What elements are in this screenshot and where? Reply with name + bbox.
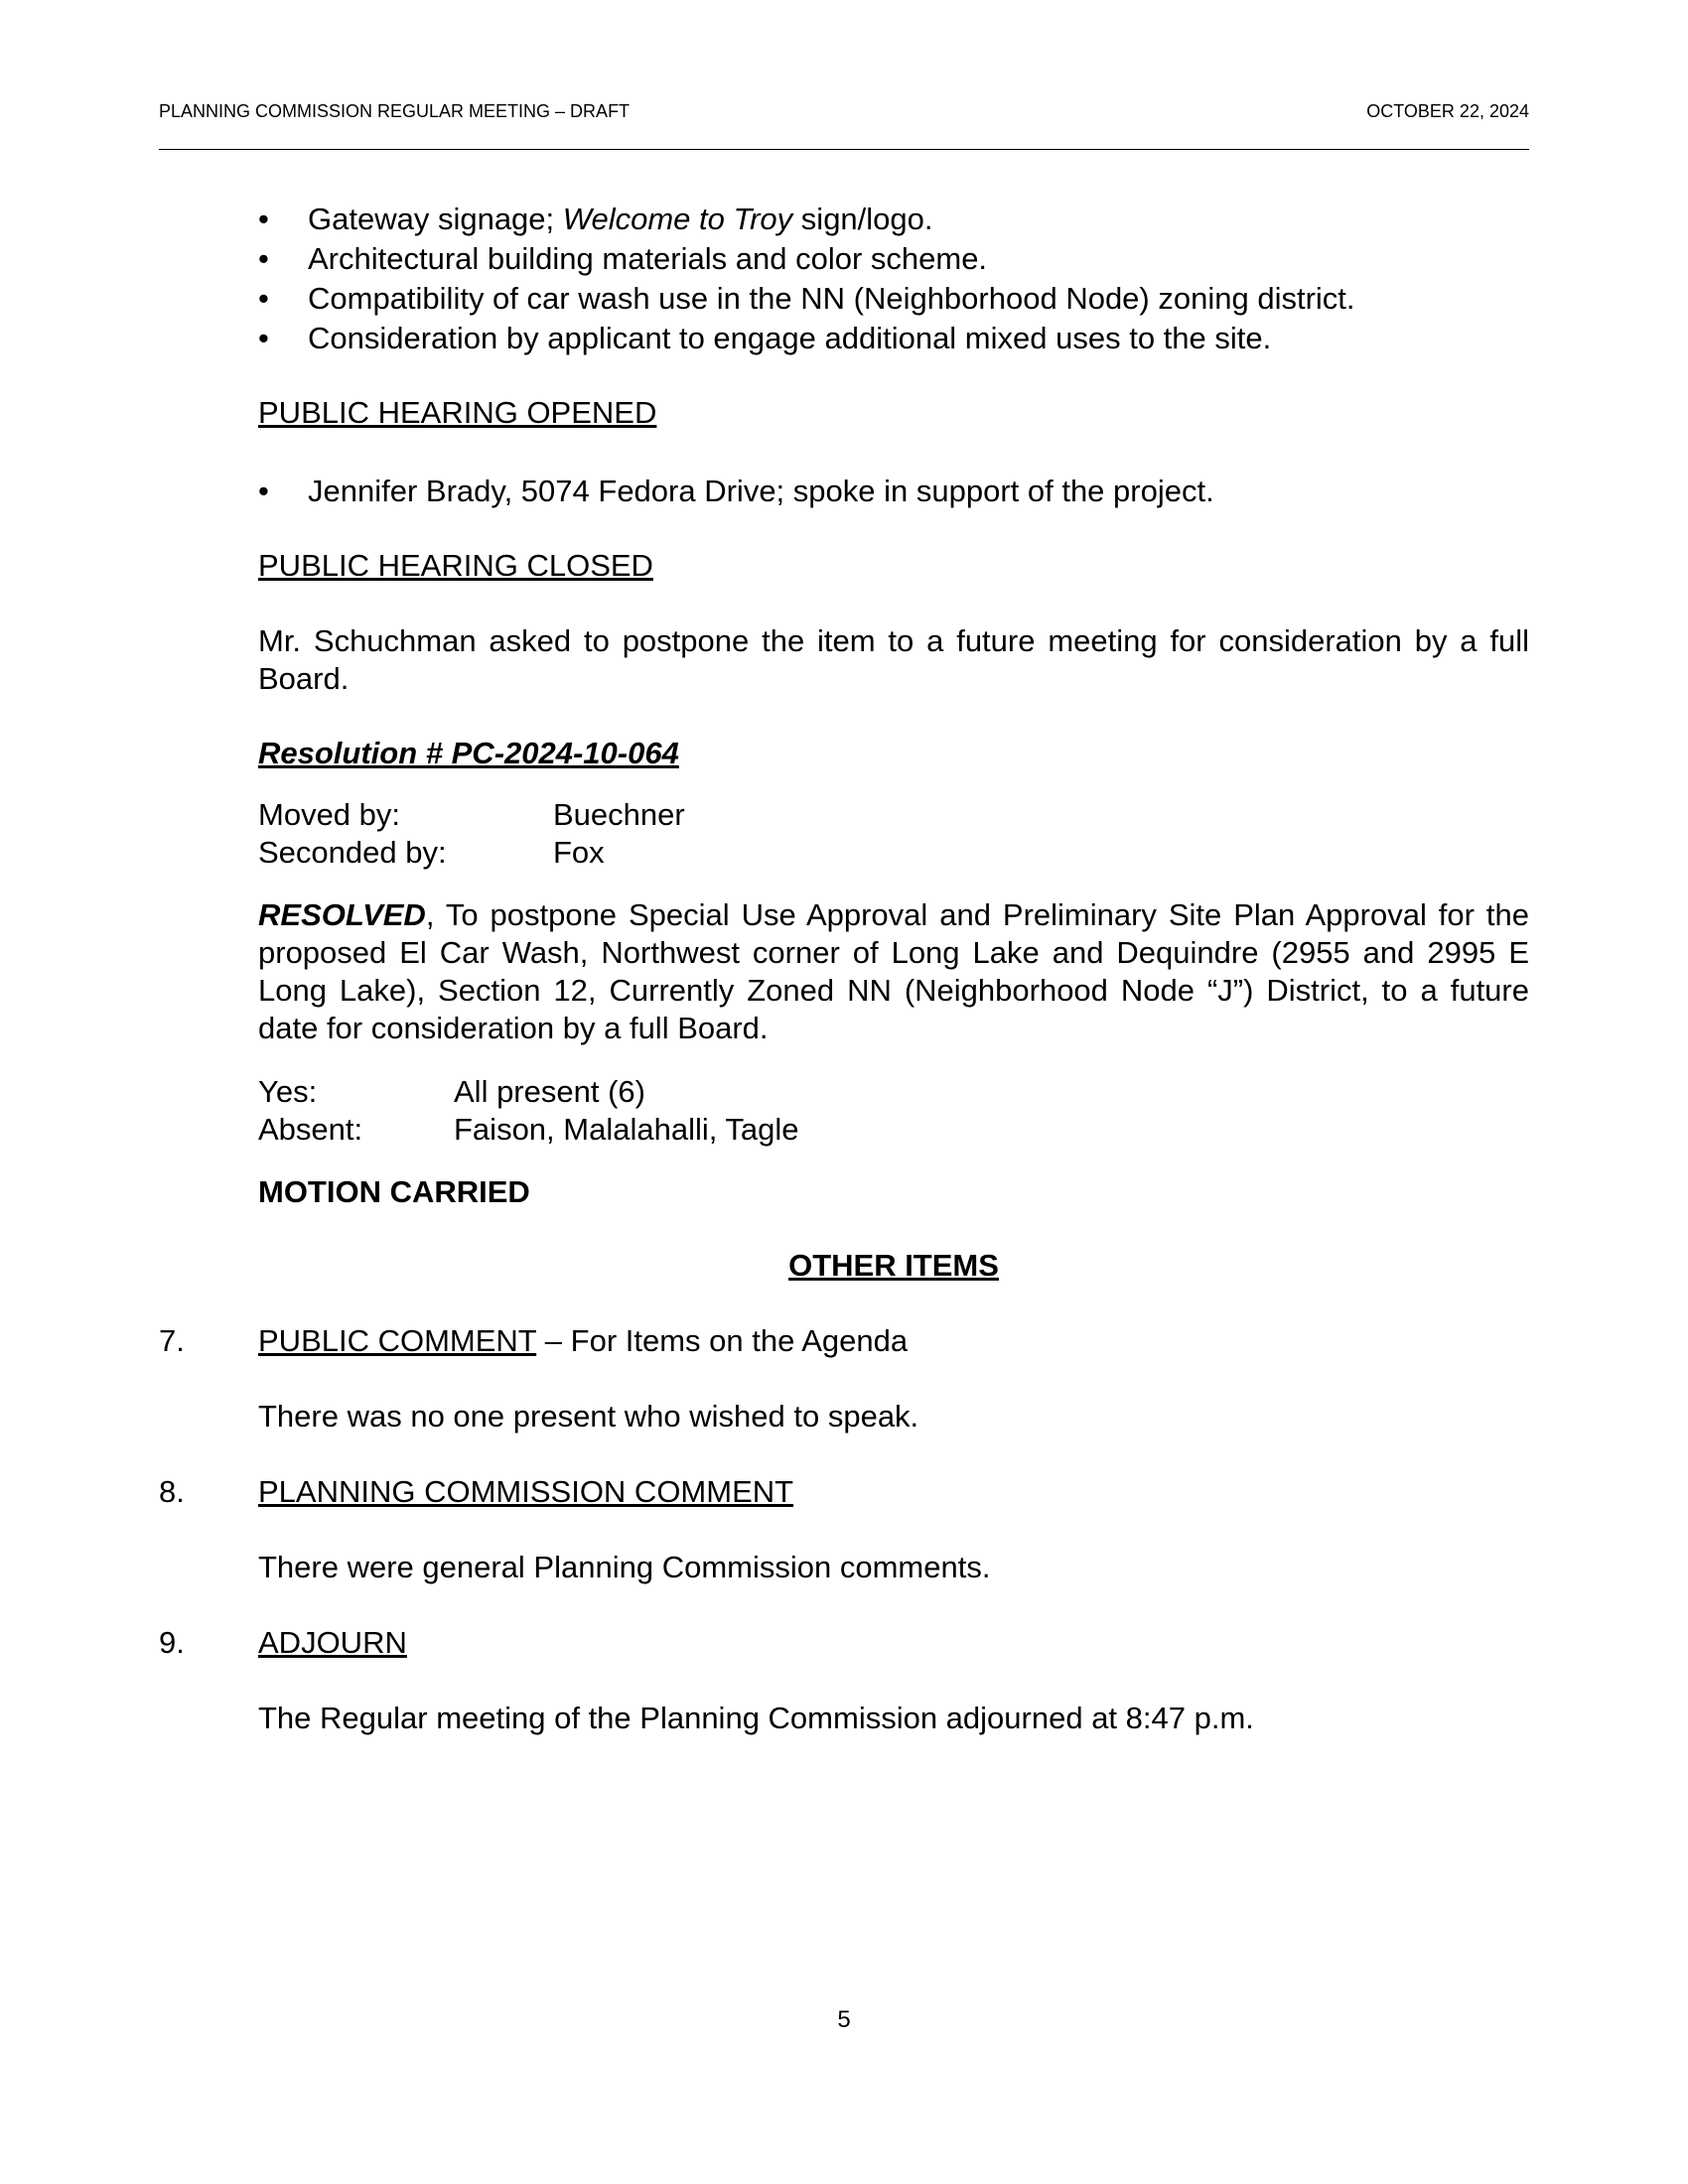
item-heading-public-comment: PUBLIC COMMENT – For Items on the Agenda: [258, 1323, 909, 1358]
seconded-by-label: Seconded by:: [258, 835, 447, 870]
seconded-by-value: Fox: [553, 835, 605, 870]
other-items-heading: OTHER ITEMS: [788, 1248, 999, 1283]
item-text-adjourn: The Regular meeting of the Planning Commission adjourned at 8:47 p.m.: [258, 1701, 1254, 1735]
public-hearing-opened-heading: PUBLIC HEARING OPENED: [258, 395, 657, 430]
header-rule: [159, 149, 1529, 150]
vote-absent-row: [258, 1111, 799, 1149]
moved-by-value: Buechner: [553, 797, 685, 832]
discussion-bullet-list: [258, 200, 1355, 358]
item-heading-planning-commission-comment: PLANNING COMMISSION COMMENT: [258, 1474, 794, 1509]
moved-by-row: [258, 796, 685, 834]
item-number: 8.: [159, 1474, 185, 1509]
item-number: 7.: [159, 1323, 185, 1358]
vote-yes-label: Yes:: [258, 1074, 318, 1109]
public-hearing-closed-heading: PUBLIC HEARING CLOSED: [258, 548, 653, 583]
vote-yes-value: All present (6): [454, 1074, 645, 1109]
resolved-text: , To postpone Special Use Approval and Preliminary Site Plan Approval for the proposed El Car Wash, Northwest corner of Long Lake and Dequindre (2955 and 2995 E Long Lake), Section 12, Currently Zoned NN (Neighborhood Node “J”) District, to a future date for consideration by a full Board.: [258, 897, 1529, 1045]
moved-by-label: Moved by:: [258, 797, 401, 832]
item-text-planning-commission-comment: There were general Planning Commission comments.: [258, 1550, 991, 1584]
list-item: • Gateway signage; Welcome to Troy sign/logo.: [258, 200, 1355, 239]
resolved-word: RESOLVED: [258, 897, 426, 932]
list-item: • Jennifer Brady, 5074 Fedora Drive; spoke in support of the project.: [258, 472, 1214, 511]
item-number: 9.: [159, 1625, 185, 1660]
item-text-public-comment: There was no one present who wished to speak.: [258, 1399, 919, 1433]
vote-absent-value: Faison, Malalahalli, Tagle: [454, 1112, 799, 1147]
list-item: • Architectural building materials and color scheme.: [258, 239, 1355, 279]
page-number: 5: [837, 2006, 851, 2033]
postpone-paragraph: Mr. Schuchman asked to postpone the item to a future meeting for consideration by a full Board.: [258, 623, 1529, 696]
resolved-paragraph: [258, 896, 1529, 1047]
motion-outcome: MOTION CARRIED: [258, 1174, 530, 1209]
seconded-by-row: [258, 834, 605, 872]
vote-absent-label: Absent:: [258, 1112, 363, 1147]
header-date: OCTOBER 22, 2024: [1366, 101, 1529, 121]
hearing-bullet-list: [258, 472, 1214, 511]
item-heading-adjourn: ADJOURN: [258, 1625, 407, 1660]
header-title: PLANNING COMMISSION REGULAR MEETING – DRAFT: [159, 101, 631, 121]
list-item: • Consideration by applicant to engage additional mixed uses to the site.: [258, 319, 1355, 358]
resolution-title: Resolution # PC-2024-10-064: [258, 736, 679, 770]
list-item: • Compatibility of car wash use in the NN (Neighborhood Node) zoning district.: [258, 279, 1355, 319]
page-header: [159, 101, 1529, 125]
vote-yes-row: [258, 1073, 645, 1111]
